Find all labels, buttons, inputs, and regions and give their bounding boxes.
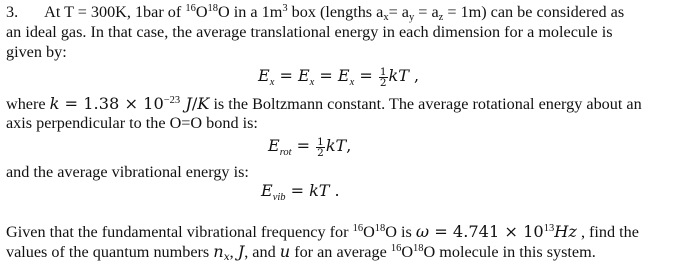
- equation-rotational: [268, 136, 351, 158]
- unit-slash: /: [191, 94, 198, 113]
- boltzmann-line: [6, 94, 642, 116]
- fraction-numerator: 1: [317, 135, 324, 148]
- u-symbol: u: [279, 242, 291, 261]
- equation-translational: [258, 66, 419, 88]
- and-text: , and: [244, 243, 280, 261]
- cube-superscript: 3: [282, 3, 288, 14]
- energy-symbol: E: [268, 136, 280, 155]
- oxygen-symbol: O: [385, 223, 397, 241]
- line1-lead: At T = 300K, 1bar of: [44, 3, 186, 21]
- comma: ,: [408, 66, 420, 85]
- for-average-text: for an average: [290, 243, 391, 261]
- energy-subscript: x: [349, 77, 355, 88]
- k-symbol: k: [49, 94, 60, 113]
- subscript-x: x: [383, 12, 389, 23]
- k-exponent: −23: [163, 95, 181, 106]
- oxygen-symbol: O: [218, 3, 230, 21]
- line1-mid: in a 1m: [229, 3, 283, 21]
- quantum-numbers-lead: values of the quantum numbers: [6, 243, 214, 261]
- unit-hertz: Hz: [554, 222, 577, 241]
- molecule-tail: molecule in this system.: [435, 243, 596, 261]
- fraction-denominator: 2: [317, 146, 324, 159]
- problem-line-2: an ideal gas. In that case, the average translational energy in each dimension for a molecule is: [6, 23, 613, 41]
- oxygen-symbol: O: [423, 243, 436, 261]
- problem-line-1: [6, 3, 624, 24]
- line1-box-lengths: box (lengths a: [287, 3, 384, 21]
- problem-line-3: given by:: [6, 43, 67, 61]
- equals-sign: =: [291, 136, 316, 155]
- energy-symbol: E: [297, 66, 310, 85]
- energy-subscript: x: [309, 77, 315, 88]
- isotope-18-superscript: 18: [374, 223, 386, 234]
- energy-symbol: E: [337, 66, 350, 85]
- frequency-exponent: 13: [543, 223, 555, 234]
- equals-sign: =: [314, 66, 338, 85]
- given-lead: Given that the fundamental vibrational frequency for: [6, 223, 353, 241]
- isotope-16-superscript: 16: [352, 223, 364, 234]
- comma: ,: [346, 136, 352, 155]
- energy-symbol: E: [258, 66, 270, 85]
- n-subscript-x: x: [223, 251, 230, 263]
- energy-subscript: x: [269, 77, 275, 88]
- subscript-z: z: [438, 12, 444, 23]
- isotope-18-superscript: 18: [207, 3, 219, 14]
- n-symbol: n: [213, 242, 224, 261]
- k-value: = 1.38 × 10: [59, 94, 164, 113]
- kt-term: kT: [325, 136, 347, 155]
- oxygen-symbol: O: [363, 223, 375, 241]
- energy-subscript-vib: vib: [272, 192, 286, 203]
- oxygen-symbol: O: [401, 243, 414, 261]
- isotope-18-superscript: 18: [413, 243, 424, 254]
- axis-line: axis perpendicular to the O=O bond is:: [6, 114, 258, 132]
- kt-term: kT: [388, 66, 409, 85]
- omega-symbol: ω: [415, 222, 430, 241]
- boltzmann-tail: is the Boltzmann constant. The average rotational energy about an: [209, 95, 642, 113]
- fraction-one-half: [316, 137, 325, 158]
- comma: ,: [229, 243, 238, 261]
- oxygen-symbol: O: [195, 3, 208, 21]
- equals-a: = a: [414, 3, 439, 21]
- equals-sign: =: [285, 181, 310, 200]
- given-tail: , find the: [576, 223, 639, 241]
- fraction-denominator: 2: [379, 76, 387, 89]
- fraction-numerator: 1: [379, 65, 387, 78]
- energy-symbol: E: [261, 181, 273, 200]
- period: .: [329, 181, 340, 200]
- j-symbol: J: [237, 242, 245, 261]
- unit-joule: J: [180, 94, 192, 113]
- frequency-value: = 4.741 × 10: [429, 222, 544, 241]
- equals-sign: =: [274, 66, 298, 85]
- last-line: [6, 242, 596, 264]
- isotope-16-superscript: 16: [185, 3, 196, 14]
- problem-number: 3.: [6, 3, 19, 21]
- unit-kelvin: K: [197, 94, 210, 113]
- equals-a: = a: [388, 3, 409, 21]
- equation-vibrational: [261, 181, 340, 203]
- energy-subscript-rot: rot: [279, 147, 292, 158]
- line1-end: = 1m) can be considered as: [443, 3, 625, 21]
- vibrational-line: and the average vibrational energy is:: [6, 163, 249, 181]
- isotope-16-superscript: 16: [390, 243, 402, 254]
- fraction-one-half: [379, 67, 388, 88]
- subscript-y: y: [408, 12, 415, 23]
- where-text: where: [6, 95, 50, 113]
- equals-sign: =: [354, 66, 378, 85]
- is-text: is: [396, 223, 416, 241]
- given-line: [6, 222, 639, 244]
- kt-term: kT: [309, 181, 330, 200]
